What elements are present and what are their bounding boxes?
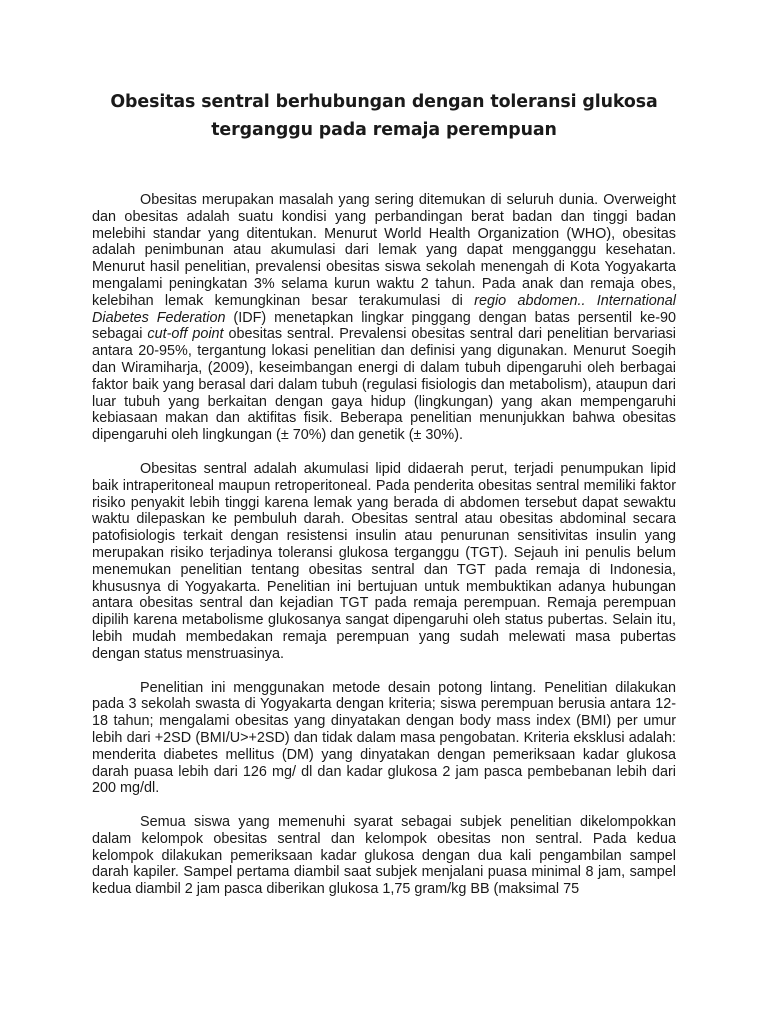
paragraph-1-text-c: (IDF) menetapkan lingkar pinggang dengan batas persentil ke-90 sebagai bbox=[92, 309, 677, 343]
document-title bbox=[92, 88, 676, 144]
title-line-2: terganggu pada remaja perempuan bbox=[211, 120, 557, 140]
paragraph-3: Penelitian ini menggunakan metode desain potong lintang. Penelitian dilakukan pada 3 sekolah swasta di Yogyakarta dengan kriteria; siswa perempuan berusia antara 12-18 tahun; mengalami obesitas yang dinyatakan dengan body mass index (BMI) per umur lebih dari +2SD (BMI/U>+2SD) dan tidak dalam masa pengobatan. Kriteria eksklusi adalah: menderita diabetes mellitus (DM) yang dinyatakan dengan pemeriksaan kadar glukosa darah puasa lebih dari 126 mg/ dl dan kadar glukosa 2 jam pasca pembebanan lebih dari 200 mg/dl. bbox=[92, 679, 676, 797]
title-line-1: Obesitas sentral berhubungan dengan toleransi glukosa bbox=[110, 92, 658, 112]
paragraph-1-text-e: obesitas sentral. Prevalensi obesitas sentral dari penelitian bervariasi antara 20-95%, tergantung lokasi penelitian dan definisi yang digunakan. Menurut Soegih dan Wiramiharja, (2009), keseimbangan energi di dalam tubuh dipengaruhi oleh berbagai faktor baik yang berasal dari dalam tubuh (regulasi fisiologis dan metabolism), ataupun dari luar tubuh yang berkaitan dengan gaya hidup (lingkungan) yang akan mempengaruhi kebiasaan makan dan aktifitas fisik. Beberapa penelitian menunjukkan bahwa obesitas dipengaruhi oleh lingkungan (± 70%) dan genetik (± 30%). bbox=[92, 326, 676, 444]
paragraph-1-italic-term: regio abdomen.. International Diabetes Federation bbox=[92, 292, 676, 326]
paragraph-4: Semua siswa yang memenuhi syarat sebagai subjek penelitian dikelompokkan dalam kelompok obesitas sentral dan kelompok obesitas non sentral. Pada kedua kelompok dilakukan pemeriksaan kadar glukosa dengan dua kali pengambilan sampel darah kapiler. Sampel pertama diambil saat subjek menjalani puasa minimal 8 jam, sampel kedua diambil 2 jam pasca diberikan glukosa 1,75 gram/kg BB (maksimal 75 bbox=[92, 814, 676, 898]
paragraph-2: Obesitas sentral adalah akumulasi lipid didaerah perut, terjadi penumpukan lipid baik intraperitoneal maupun retroperitoneal. Pada penderita obesitas sentral memiliki faktor risiko penyakit lebih tinggi karena lemak yang berada di abdomen tersebut dapat sewaktu waktu dilepaskan ke pembuluh darah. Obesitas sentral atau obesitas abdominal secara patofisiologis terkait dengan resistensi insulin atau penurunan sensitivitas insulin yang merupakan risiko terjadinya toleransi glukosa terganggu (TGT). Sejauh ini penulis belum menemukan penelitian tentang obesitas sentral dan TGT pada remaja di Indonesia, khususnya di Yogyakarta. Penelitian ini bertujuan untuk membuktikan adanya hubungan antara obesitas sentral dan kejadian TGT pada remaja perempuan. Remaja perempuan dipilih karena metabolisme glukosanya sangat dipengaruhi oleh status pubertas. Selain itu, lebih mudah membedakan remaja perempuan yang sudah melewati masa pubertas dengan status menstruasinya. bbox=[92, 460, 676, 662]
paragraph-1-text-a: Obesitas merupakan masalah yang sering ditemukan di seluruh dunia. Overweight dan obesitas adalah suatu kondisi yang perbandingan berat badan dan tinggi badan melebihi standar yang ditentukan. Menurut World Health Organization (WHO), obesitas adalah penimbunan atau akumulasi dari lemak yang dapat mengganggu kesehatan. Menurut hasil penelitian, prevalensi obesitas siswa sekolah menengah di Kota Yogyakarta mengalami peningkatan 3% selama kurun waktu 2 tahun. Pada anak dan remaja obes, kelebihan lemak kemungkinan besar terakumulasi di bbox=[92, 192, 676, 309]
document-page bbox=[92, 88, 676, 915]
paragraph-1 bbox=[92, 192, 676, 444]
paragraph-1-italic-cutoff: cut-off point bbox=[147, 326, 224, 343]
